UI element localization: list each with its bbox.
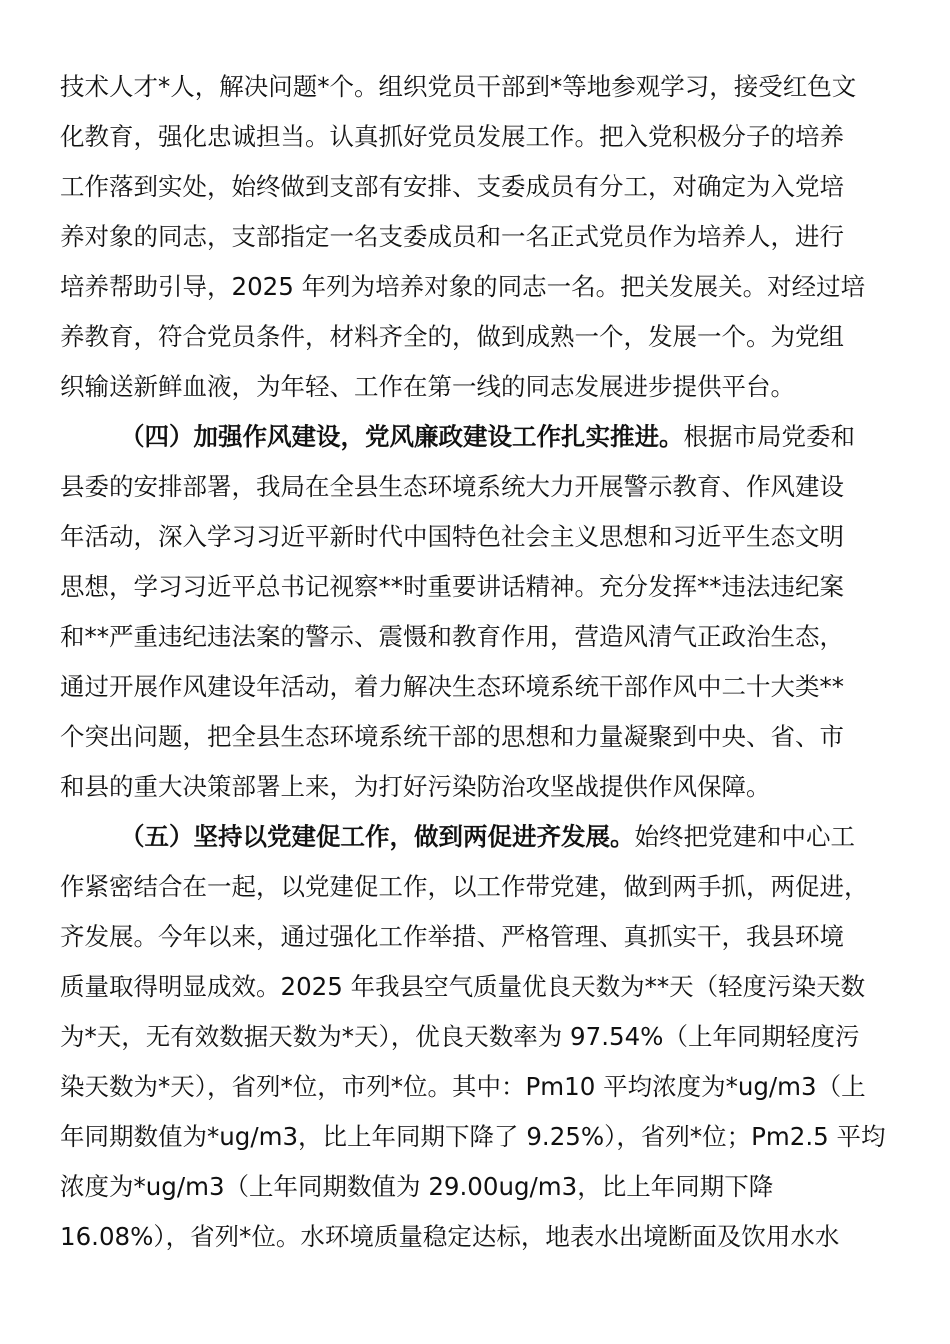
text-line [60,1067,890,1107]
section-heading-5: （五）坚持以党建促工作，做到两促进齐发展。 [120,822,635,851]
text-line [60,867,890,907]
line-text: 织输送新鲜血液，为年轻、工作在第一线的同志发展进步提供平台。 [60,372,795,401]
line-text: 和县的重大决策部署上来，为打好污染防治攻坚战提供作风保障。 [60,772,771,801]
text-line [60,317,890,357]
text-line [60,917,890,957]
text-line [60,617,890,657]
text-line [60,667,890,707]
section-heading-4: （四）加强作风建设，党风廉政建设工作扎实推进。 [120,422,684,451]
text-line [60,517,890,557]
line-text: 思想，学习习近平总书记视察**时重要讲话精神。充分发挥**违法违纪案 [60,572,844,601]
line-text: 年活动，深入学习习近平新时代中国特色社会主义思想和习近平生态文明 [60,522,844,551]
text-line [60,1217,890,1257]
line-text: 根据市局党委和 [683,422,855,451]
line-text: 县委的安排部署，我局在全县生态环境系统大力开展警示教育、作风建设 [60,472,844,501]
section-heading-line [120,417,890,457]
line-text: 通过开展作风建设年活动，着力解决生态环境系统干部作风中二十大类** [60,672,844,701]
text-line [60,567,890,607]
line-text: 齐发展。今年以来，通过强化工作举措、严格管理、真抓实干，我县环境 [60,922,844,951]
line-text: 个突出问题，把全县生态环境系统干部的思想和力量凝聚到中央、省、市 [60,722,844,751]
text-line [60,1017,890,1057]
text-line [60,217,890,257]
line-text: 培养帮助引导，2025 年列为培养对象的同志一名。把关发展关。对经过培 [60,272,866,301]
line-text: 养教育，符合党员条件，材料齐全的，做到成熟一个，发展一个。为党组 [60,322,844,351]
line-text: 作紧密结合在一起，以党建促工作，以工作带党建，做到两手抓，两促进， [60,872,869,901]
line-text: 化教育，强化忠诚担当。认真抓好党员发展工作。把入党积极分子的培养 [60,122,844,151]
text-line [60,967,890,1007]
line-text: 为*天，无有效数据天数为*天），优良天数率为 97.54%（上年同期轻度污 [60,1022,860,1051]
text-line [60,467,890,507]
text-line [60,117,890,157]
line-text: 养对象的同志，支部指定一名支委成员和一名正式党员作为培养人，进行 [60,222,844,251]
text-line [60,67,890,107]
line-text: 质量取得明显成效。2025 年我县空气质量优良天数为**天（轻度污染天数 [60,972,866,1001]
line-text: 工作落到实处，始终做到支部有安排、支委成员有分工，对确定为入党培 [60,172,844,201]
text-line [60,267,890,307]
text-line [60,367,890,407]
text-line [60,1167,890,1207]
section-heading-line [120,817,890,857]
line-text: 染天数为*天），省列*位，市列*位。其中：Pm10 平均浓度为*ug/m3（上 [60,1072,866,1101]
line-text: 技术人才*人，解决问题*个。组织党员干部到*等地参观学习，接受红色文 [60,72,857,101]
line-text: 浓度为*ug/m3（上年同期数值为 29.00ug/m3，比上年同期下降 [60,1172,774,1201]
line-text: 年同期数值为*ug/m3，比上年同期下降了 9.25%），省列*位；Pm2.5 平均 [60,1122,886,1151]
text-line [60,167,890,207]
line-text: 16.08%），省列*位。水环境质量稳定达标，地表水出境断面及饮用水水 [60,1222,840,1251]
text-line [60,717,890,757]
line-text: 始终把党建和中心工 [634,822,855,851]
text-line [60,767,890,807]
line-text: 和**严重违纪违法案的警示、震慑和教育作用，营造风清气正政治生态， [60,622,844,651]
text-line [60,1117,890,1157]
